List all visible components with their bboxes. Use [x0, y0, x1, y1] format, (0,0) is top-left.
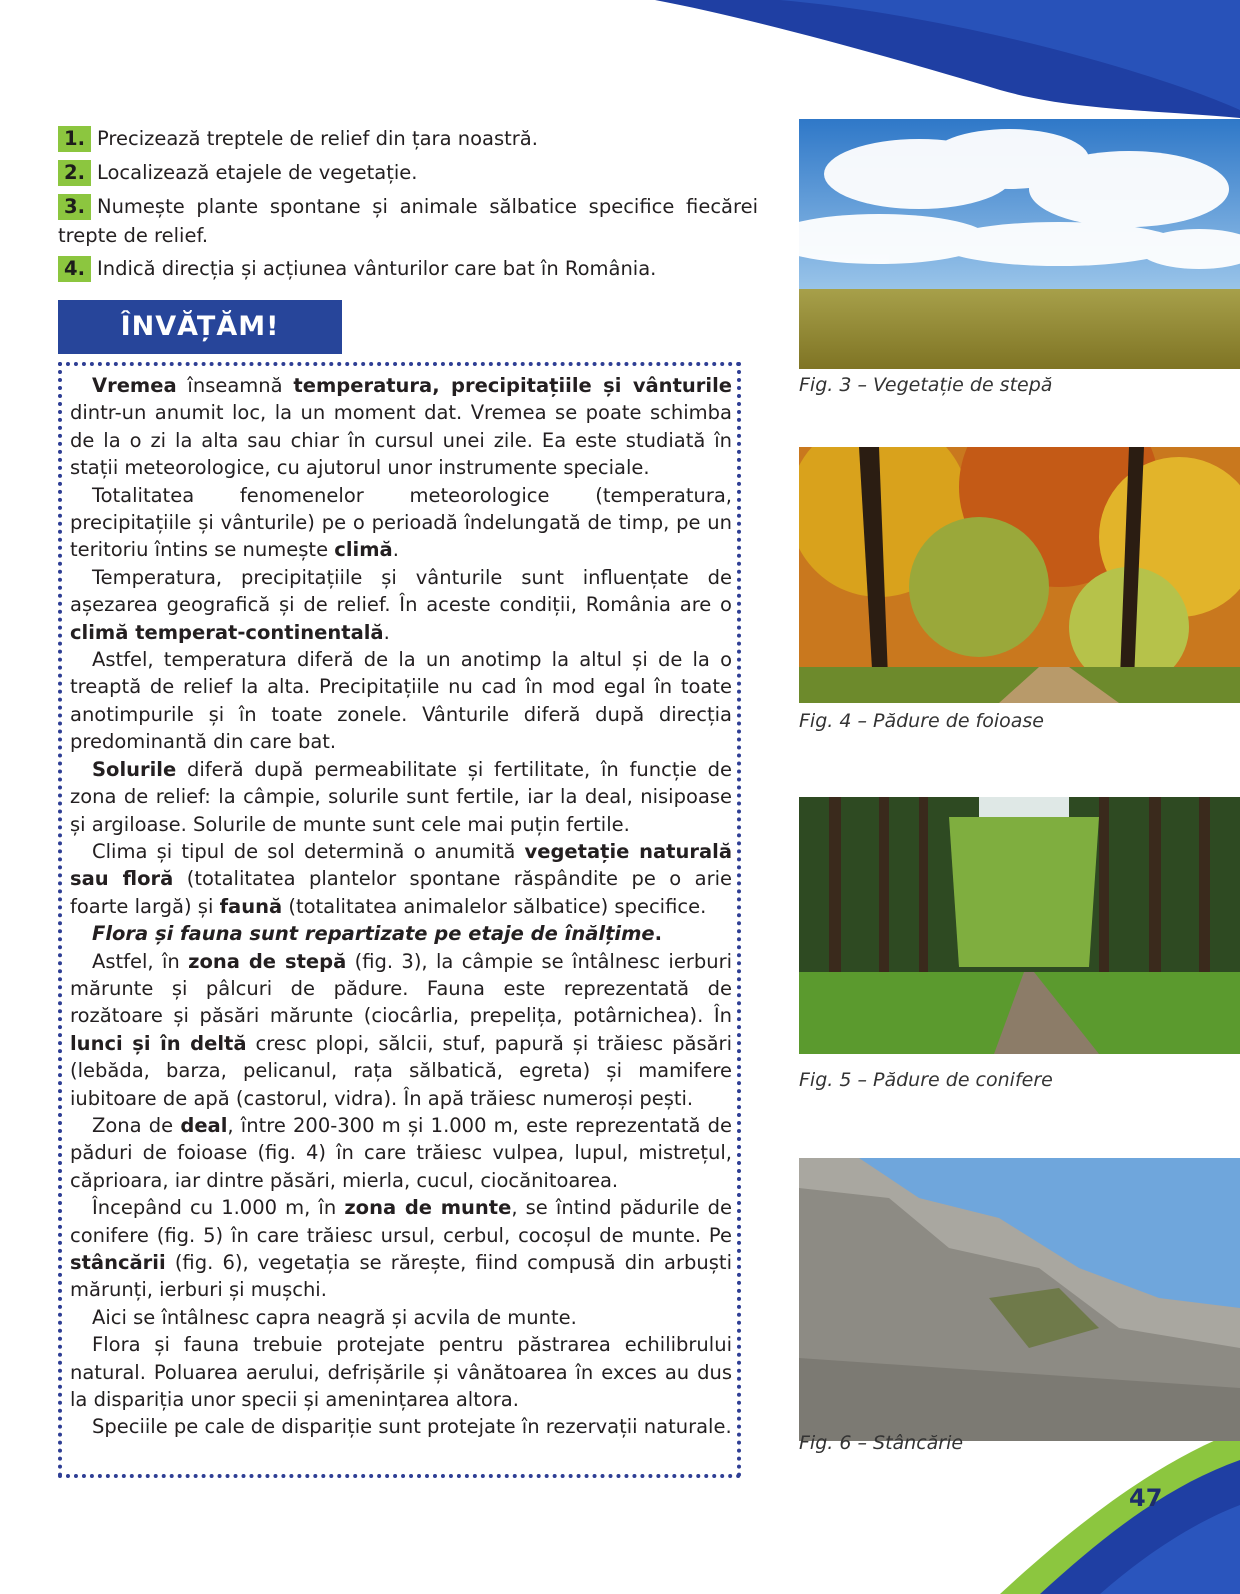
page-number: 47 [1129, 1484, 1163, 1512]
lesson-paragraph [70, 756, 732, 838]
text-run: . [654, 922, 663, 946]
text-run: Clima și tipul de sol determină o anumită [92, 839, 525, 863]
figure-caption: Fig. 5 – Pădure de conifere [799, 1069, 1053, 1091]
text-run: Zona de [92, 1113, 181, 1137]
rocky-mountain-photo [799, 1158, 1240, 1441]
task-item [58, 192, 758, 250]
task-item [58, 124, 758, 153]
text-run: , se întind pădurile de conifere (fig. 5) în care trăiesc ursul, cerbul, cocoșul de munte. Pe [70, 1196, 733, 1247]
lesson-paragraph [70, 948, 732, 1112]
text-run: Totalitatea fenomenelor meteorologice (temperatura, precipitațiile și vânturile) pe o perioadă îndelungată de timp, pe un teritoriu întins se numește [70, 483, 732, 562]
text-run: Începând cu 1.000 m, în [92, 1196, 345, 1220]
text-run: (totalitatea plantelor spontane răspândite pe o arie foarte largă) și [70, 867, 732, 918]
lesson-paragraph [70, 1112, 732, 1194]
task-item [58, 158, 758, 187]
lesson-paragraph [70, 838, 732, 920]
lesson-paragraph [70, 564, 732, 646]
text-run: Vremea [92, 374, 177, 397]
task-item [58, 254, 758, 283]
deciduous-forest-photo [799, 447, 1240, 703]
lesson-text [70, 372, 732, 1441]
text-run: Flora și fauna trebuie protejate pentru păstrarea echilibrului natural. Poluarea aerului, defrișările și vânătoarea în exces au dus la dispariția unor specii și amenințarea altora. [70, 1333, 732, 1412]
lesson-paragraph [70, 1194, 732, 1304]
text-run: Flora și fauna sunt repartizate pe etaje de înălțime [92, 922, 655, 946]
task-text: Indică direcția și acțiunea vânturilor care bat în România. [96, 257, 657, 280]
text-run: (totalitatea animalelor sălbatice) specifice. [282, 894, 707, 918]
text-run: lunci și în deltă [70, 1031, 247, 1055]
lesson-paragraph [70, 1304, 732, 1331]
text-run: , între 200-300 m și 1.000 m, este reprezentată de păduri de foioase (fig. 4) în care trăiesc vulpea, lupul, mistrețul, căprioara, iar dintre păsări, mierla, cucul, ciocănitoarea. [70, 1113, 732, 1192]
task-text: Precizează treptele de relief din țara noastră. [96, 127, 538, 150]
text-run: dintr-un anumit loc, la un moment dat. Vremea se poate schimba de la o zi la alta sau chiar în cursul unei zile. Ea este studiată în stații meteorologice, cu ajutorul unor instrumente speciale. [70, 401, 732, 480]
figure-caption: Fig. 4 – Pădure de foioase [799, 710, 1044, 732]
lesson-paragraph [70, 1331, 732, 1413]
task-text: Numește plante spontane și animale sălbatice specifice fiecărei trepte de relief. [58, 195, 758, 247]
text-run: climă [334, 538, 393, 562]
text-run: stâncării [70, 1251, 166, 1274]
text-run: Temperatura, precipitațiile și vânturile sunt influențate de așezarea geografică și de relief. În aceste condiții, România are o [70, 565, 732, 617]
text-run: (fig. 3), la câmpie se întâlnesc ierburi mărunte și pâlcuri de pădure. Fauna este reprezentată de rozătoare și păsări mărunte (ciocârlia, prepelița, potârnichea). În [70, 949, 733, 1028]
task-number: 3. [58, 194, 91, 220]
text-run: deal [180, 1113, 228, 1137]
text-run: faună [219, 894, 283, 918]
text-run: cresc plopi, sălcii, stuf, papură și trăiesc păsări (lebăda, barza, pelicanul, rața sălbatică, egreta) și mamifere iubitoare de apă (castorul, vidra). În apă trăiesc numeroși pești. [70, 1031, 732, 1110]
text-run: diferă după permeabilitate și fertilitate, în funcție de zona de relief: la câmpie, solurile sunt fertile, iar la deal, nisipoase și argiloase. Solurile de munte sunt cele mai puțin fertile. [70, 757, 732, 836]
text-run: temperatura, precipitațiile și vânturile [293, 374, 732, 397]
lesson-paragraph [70, 920, 732, 947]
text-run: Speciile pe cale de dispariție sunt protejate în rezervații naturale. [92, 1415, 732, 1439]
section-banner: ÎNVĂȚĂM! [58, 300, 342, 354]
text-run: Aici se întâlnesc capra neagră și acvila de munte. [92, 1305, 577, 1329]
task-number: 1. [58, 126, 91, 152]
figure-caption: Fig. 6 – Stâncărie [799, 1432, 964, 1454]
lesson-paragraph [70, 1413, 732, 1440]
figure-caption: Fig. 3 – Vegetație de stepă [799, 374, 1053, 396]
text-run: . [383, 620, 390, 644]
task-number: 4. [58, 256, 91, 282]
task-text: Localizează etajele de vegetație. [96, 161, 418, 184]
conifer-forest-photo [799, 797, 1240, 1054]
text-run: vegetație naturală sau floră [70, 839, 732, 891]
text-run: Solurile [92, 757, 177, 781]
text-run: . [392, 538, 399, 562]
text-run: zona de munte [344, 1196, 512, 1220]
text-run: Astfel, în [92, 949, 189, 973]
lesson-paragraph [70, 372, 732, 482]
text-run: Astfel, temperatura diferă de la un anotimp la altul și de la o treaptă de relief la alta. Precipitațiile nu cad în mod egal în toate anotimpurile și în toate zonele. Vânturile diferă după direcția predominantă din care bat. [70, 648, 732, 754]
text-run: zona de stepă [188, 949, 347, 973]
text-run: climă temperat-continentală [70, 620, 384, 644]
top-decoration [0, 0, 1240, 130]
text-run: înseamnă [176, 374, 294, 397]
steppe-photo [799, 119, 1240, 369]
task-number: 2. [58, 160, 91, 186]
lesson-paragraph [70, 482, 732, 564]
lesson-paragraph [70, 646, 732, 756]
text-run: (fig. 6), vegetația se rărește, fiind compusă din arbuști mărunți, ierburi și mușchi. [70, 1251, 732, 1302]
